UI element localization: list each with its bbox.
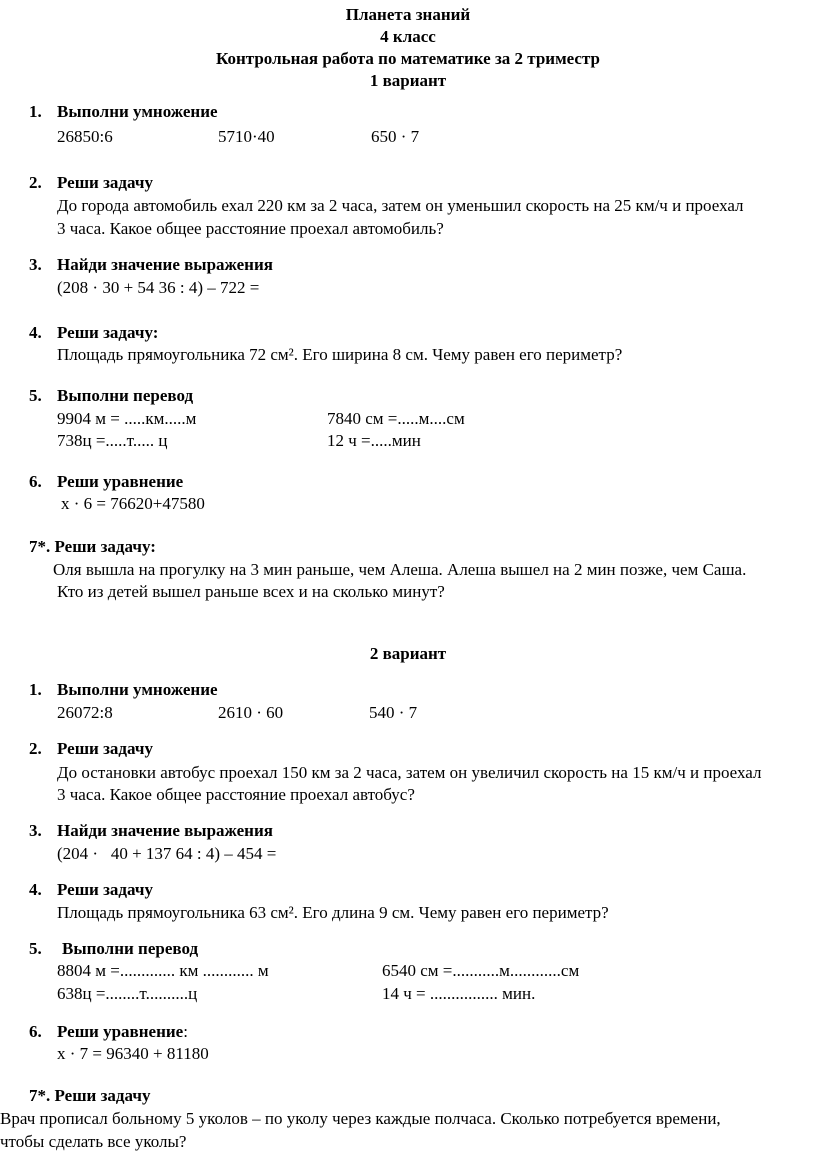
v1-task1-item-c: 650 · 7 <box>371 127 420 146</box>
v1-task4-text: Площадь прямоугольника 72 см². Его ширина 8 см. Чему равен его периметр? <box>57 345 623 364</box>
v2-task6-equation: х · 7 = 96340 + 81180 <box>57 1044 209 1063</box>
v2-task7-text-line2: чтобы сделать все уколы? <box>0 1132 187 1151</box>
v2-task1-item-b: 2610 · 60 <box>218 703 284 722</box>
v1-task7-text-line2: Кто из детей вышел раньше всех и на сколько минут? <box>57 582 445 601</box>
v2-task6-title-suffix: : <box>183 1022 188 1041</box>
v1-task2-text-line1: До города автомобиль ехал 220 км за 2 часа, затем он уменьшил скорость на 25 км/ч и проехал <box>57 196 744 215</box>
variant-1-label: 1 вариант <box>369 71 447 90</box>
v1-task1-item-b: 5710·40 <box>218 127 275 146</box>
v2-task3-number: 3. <box>29 821 42 840</box>
v1-task7-text-line1: Оля вышла на прогулку на 3 мин раньше, чем Алеша. Алеша вышел на 2 мин позже, чем Саша. <box>53 560 747 579</box>
v2-task3-expression: (204 · 40 + 137 64 : 4) – 454 = <box>57 844 277 863</box>
v2-task2-text-line1: До остановки автобус проехал 150 км за 2 часа, затем он увеличил скорость на 15 км/ч и проехал <box>57 763 762 782</box>
v1-task5-number: 5. <box>29 386 42 405</box>
v1-task4-number: 4. <box>29 323 42 342</box>
v2-task3-title: Найди значение выражения <box>57 821 273 840</box>
v2-task1-item-a: 26072:8 <box>57 703 113 722</box>
test-title: Контрольная работа по математике за 2 триместр <box>216 49 600 68</box>
grade-label: 4 класс <box>380 27 436 46</box>
v2-task5-item-d: 14 ч = ................ мин. <box>382 984 536 1003</box>
v2-task1-title: Выполни умножение <box>57 680 218 699</box>
v1-task1-item-a: 26850:6 <box>57 127 113 146</box>
v2-task4-text: Площадь прямоугольника 63 см². Его длина 9 см. Чему равен его периметр? <box>57 903 609 922</box>
v2-task6-heading <box>57 1021 188 1043</box>
variant-2-label: 2 вариант <box>369 644 447 663</box>
v1-task6-equation: х · 6 = 76620+47580 <box>61 494 205 513</box>
v1-task5-item-d: 12 ч =.....мин <box>327 431 421 450</box>
v2-task2-number: 2. <box>29 739 42 758</box>
v2-task7-title: 7*. Реши задачу <box>29 1086 151 1105</box>
v2-task6-number: 6. <box>29 1022 42 1041</box>
v1-task5-item-a: 9904 м = .....км.....м <box>57 409 197 428</box>
v1-task2-text-line2: 3 часа. Какое общее расстояние проехал автомобиль? <box>57 219 444 238</box>
v1-task1-number: 1. <box>29 102 42 121</box>
v2-task5-title: Выполни перевод <box>62 939 199 958</box>
v2-task5-number: 5. <box>29 939 42 958</box>
v1-task1-title: Выполни умножение <box>57 102 218 121</box>
v2-task5-item-b: 6540 см =...........м............см <box>382 961 580 980</box>
v2-task1-item-c: 540 · 7 <box>369 703 418 722</box>
v1-task3-expression: (208 · 30 + 54 36 : 4) – 722 = <box>57 278 260 297</box>
v1-task3-number: 3. <box>29 255 42 274</box>
school-name: Планета знаний <box>345 5 471 24</box>
worksheet-header <box>0 4 816 92</box>
v1-task3-title: Найди значение выражения <box>57 255 273 274</box>
v1-task5-item-c: 738ц =.....т..... ц <box>57 431 168 450</box>
v1-task6-number: 6. <box>29 472 42 491</box>
v1-task5-item-b: 7840 см =.....м....см <box>327 409 465 428</box>
v1-task7-title: 7*. Реши задачу: <box>29 537 156 556</box>
v1-task4-title: Реши задачу: <box>57 323 159 342</box>
v2-task6-title: Реши уравнение <box>57 1022 184 1041</box>
v1-task5-title: Выполни перевод <box>57 386 194 405</box>
v2-task5-item-a: 8804 м =............. км ............ м <box>57 961 269 980</box>
v2-task2-text-line2: 3 часа. Какое общее расстояние проехал автобус? <box>57 785 415 804</box>
v1-task2-title: Реши задачу <box>57 173 153 192</box>
v2-task4-number: 4. <box>29 880 42 899</box>
v2-task1-number: 1. <box>29 680 42 699</box>
v2-task4-title: Реши задачу <box>57 880 153 899</box>
v1-task2-number: 2. <box>29 173 42 192</box>
v1-task6-title: Реши уравнение <box>57 472 184 491</box>
v2-task7-text-line1: Врач прописал больному 5 уколов – по уколу через каждые полчаса. Сколько потребуется времени, <box>0 1109 721 1128</box>
v2-task5-item-c: 638ц =........т..........ц <box>57 984 198 1003</box>
v2-task2-title: Реши задачу <box>57 739 153 758</box>
